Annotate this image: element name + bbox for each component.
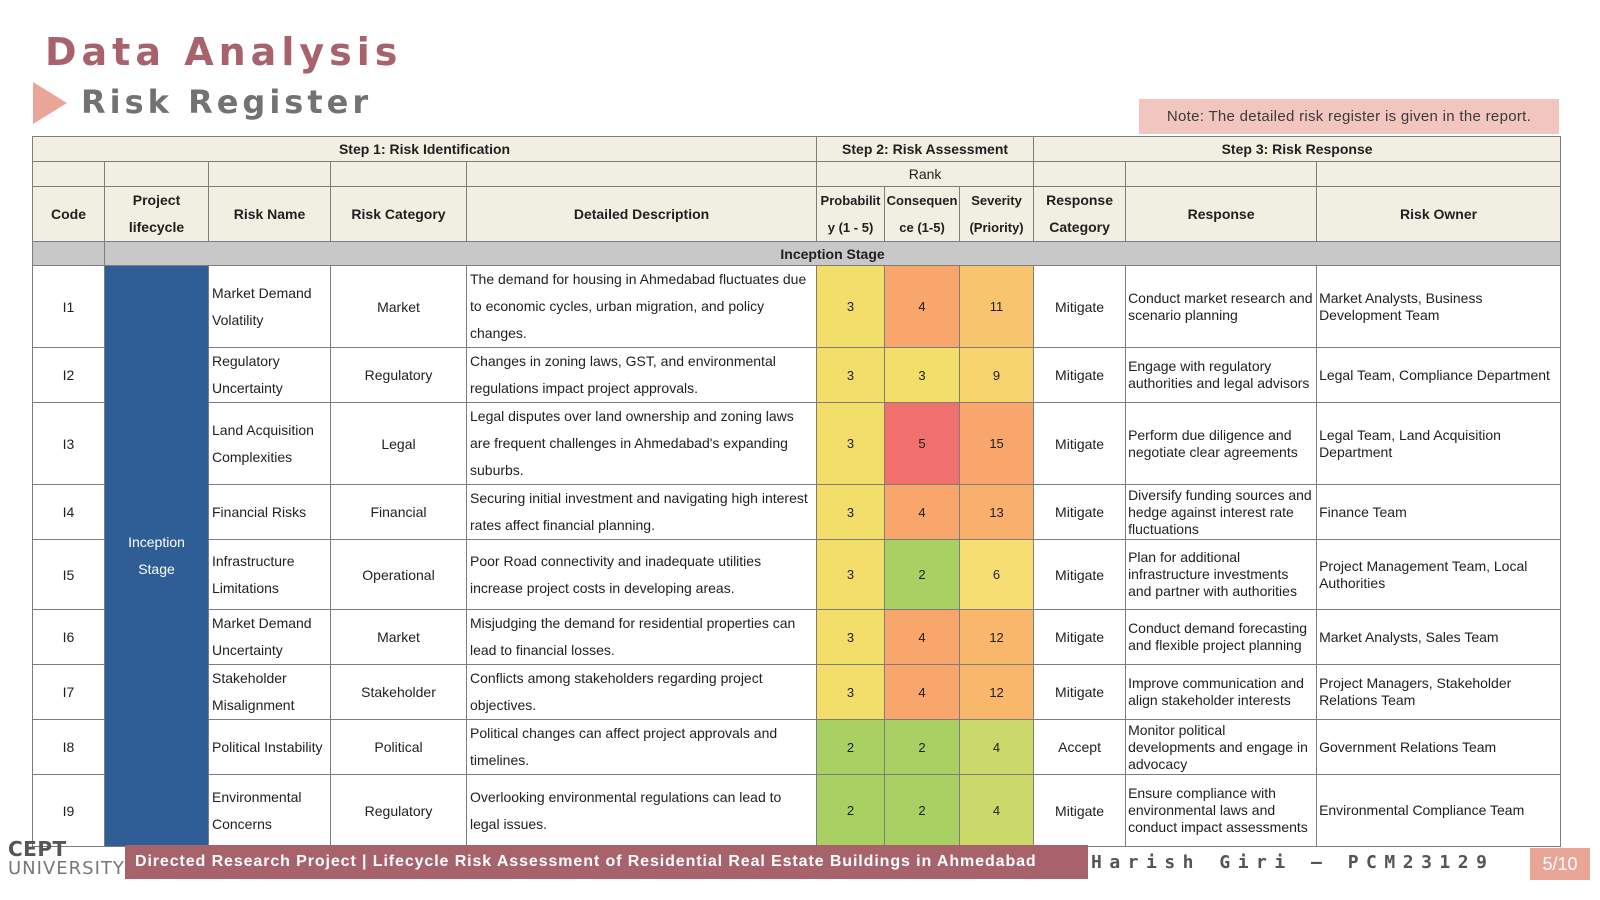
col-response: Response	[1126, 187, 1317, 242]
step2-header: Step 2: Risk Assessment	[817, 137, 1034, 162]
response-text: Plan for additional infrastructure investments and partner with authorities	[1126, 540, 1317, 610]
response-text: Monitor political developments and engage in advocacy	[1126, 720, 1317, 775]
response-category: Mitigate	[1034, 348, 1126, 403]
risk-owner: Government Relations Team	[1317, 720, 1561, 775]
page-number: 5/10	[1530, 848, 1590, 880]
col-lifecycle: Project lifecycle	[105, 187, 209, 242]
triangle-bullet-icon	[33, 82, 67, 124]
risk-name: Market Demand Volatility	[209, 266, 331, 348]
consequence-score: 4	[885, 610, 960, 665]
response-text: Conduct demand forecasting and flexible project planning	[1126, 610, 1317, 665]
risk-owner: Legal Team, Compliance Department	[1317, 348, 1561, 403]
probability-score: 3	[817, 403, 885, 485]
risk-owner: Finance Team	[1317, 485, 1561, 540]
consequence-score: 4	[885, 665, 960, 720]
risk-register-table	[32, 136, 1561, 847]
risk-description: Changes in zoning laws, GST, and environmental regulations impact project approvals.	[467, 348, 817, 403]
col-response-category: Response Category	[1034, 187, 1126, 242]
risk-owner: Project Managers, Stakeholder Relations Team	[1317, 665, 1561, 720]
risk-description: Political changes can affect project approvals and timelines.	[467, 720, 817, 775]
col-consequence: Consequence (1-5)	[885, 187, 960, 242]
consequence-score: 2	[885, 720, 960, 775]
risk-category: Regulatory	[331, 348, 467, 403]
response-text: Engage with regulatory authorities and legal advisors	[1126, 348, 1317, 403]
response-category: Mitigate	[1034, 485, 1126, 540]
table-row	[33, 485, 1561, 540]
report-note: Note: The detailed risk register is given in the report.	[1139, 99, 1559, 134]
table-row	[33, 348, 1561, 403]
response-text: Perform due diligence and negotiate clear agreements	[1126, 403, 1317, 485]
consequence-score: 2	[885, 540, 960, 610]
probability-score: 3	[817, 610, 885, 665]
risk-code: I8	[33, 720, 105, 775]
consequence-score: 5	[885, 403, 960, 485]
col-code: Code	[33, 187, 105, 242]
severity-score: 6	[960, 540, 1034, 610]
response-category: Mitigate	[1034, 403, 1126, 485]
response-category: Mitigate	[1034, 775, 1126, 847]
page-title: Data Analysis	[45, 30, 403, 74]
risk-name: Political Instability	[209, 720, 331, 775]
response-text: Conduct market research and scenario planning	[1126, 266, 1317, 348]
risk-code: I6	[33, 610, 105, 665]
risk-code: I5	[33, 540, 105, 610]
risk-owner: Project Management Team, Local Authorities	[1317, 540, 1561, 610]
probability-score: 2	[817, 720, 885, 775]
severity-score: 11	[960, 266, 1034, 348]
risk-code: I2	[33, 348, 105, 403]
response-category: Accept	[1034, 720, 1126, 775]
risk-description: Misjudging the demand for residential properties can lead to financial losses.	[467, 610, 817, 665]
severity-score: 4	[960, 720, 1034, 775]
risk-description: Overlooking environmental regulations can lead to legal issues.	[467, 775, 817, 847]
response-text: Improve communication and align stakeholder interests	[1126, 665, 1317, 720]
risk-name: Infrastructure Limitations	[209, 540, 331, 610]
risk-description: Poor Road connectivity and inadequate utilities increase project costs in developing areas.	[467, 540, 817, 610]
response-text: Ensure compliance with environmental laws and conduct impact assessments	[1126, 775, 1317, 847]
risk-owner: Market Analysts, Sales Team	[1317, 610, 1561, 665]
probability-score: 3	[817, 266, 885, 348]
risk-name: Stakeholder Misalignment	[209, 665, 331, 720]
risk-owner: Market Analysts, Business Development Team	[1317, 266, 1561, 348]
table-row	[33, 720, 1561, 775]
col-probability: Probability (1 - 5)	[817, 187, 885, 242]
col-risk-name: Risk Name	[209, 187, 331, 242]
probability-score: 2	[817, 775, 885, 847]
table-row	[33, 403, 1561, 485]
response-text: Diversify funding sources and hedge against interest rate fluctuations	[1126, 485, 1317, 540]
risk-category: Market	[331, 610, 467, 665]
risk-name: Financial Risks	[209, 485, 331, 540]
risk-description: Conflicts among stakeholders regarding project objectives.	[467, 665, 817, 720]
table-row	[33, 665, 1561, 720]
stage-header: Inception Stage	[105, 242, 1561, 266]
risk-code: I4	[33, 485, 105, 540]
severity-score: 12	[960, 665, 1034, 720]
risk-description: The demand for housing in Ahmedabad fluctuates due to economic cycles, urban migration, and policy changes.	[467, 266, 817, 348]
risk-category: Legal	[331, 403, 467, 485]
step1-header: Step 1: Risk Identification	[33, 137, 817, 162]
table-row	[33, 266, 1561, 348]
col-owner: Risk Owner	[1317, 187, 1561, 242]
step3-header: Step 3: Risk Response	[1034, 137, 1561, 162]
consequence-score: 3	[885, 348, 960, 403]
response-category: Mitigate	[1034, 610, 1126, 665]
risk-description: Securing initial investment and navigating high interest rates affect financial planning.	[467, 485, 817, 540]
severity-score: 4	[960, 775, 1034, 847]
response-category: Mitigate	[1034, 266, 1126, 348]
project-title-bar: Directed Research Project | Lifecycle Risk Assessment of Residential Real Estate Buildings in Ahmedabad	[125, 845, 1088, 879]
risk-code: I1	[33, 266, 105, 348]
severity-score: 15	[960, 403, 1034, 485]
response-category: Mitigate	[1034, 665, 1126, 720]
col-description: Detailed Description	[467, 187, 817, 242]
page-subtitle: Risk Register	[81, 83, 373, 121]
risk-category: Regulatory	[331, 775, 467, 847]
risk-name: Environmental Concerns	[209, 775, 331, 847]
risk-name: Regulatory Uncertainty	[209, 348, 331, 403]
consequence-score: 2	[885, 775, 960, 847]
table-row	[33, 540, 1561, 610]
col-risk-category: Risk Category	[331, 187, 467, 242]
severity-score: 12	[960, 610, 1034, 665]
risk-code: I3	[33, 403, 105, 485]
consequence-score: 4	[885, 485, 960, 540]
probability-score: 3	[817, 348, 885, 403]
risk-category: Operational	[331, 540, 467, 610]
risk-name: Land Acquisition Complexities	[209, 403, 331, 485]
response-category: Mitigate	[1034, 540, 1126, 610]
table-row	[33, 610, 1561, 665]
lifecycle-stage-cell: Inception Stage	[105, 266, 209, 847]
consequence-score: 4	[885, 266, 960, 348]
severity-score: 13	[960, 485, 1034, 540]
rank-header: Rank	[817, 162, 1034, 187]
probability-score: 3	[817, 540, 885, 610]
university-logo: CEPT UNIVERSITY	[8, 837, 125, 879]
risk-description: Legal disputes over land ownership and zoning laws are frequent challenges in Ahmedabad's expanding suburbs.	[467, 403, 817, 485]
risk-category: Stakeholder	[331, 665, 467, 720]
risk-category: Political	[331, 720, 467, 775]
risk-category: Market	[331, 266, 467, 348]
table-row	[33, 775, 1561, 847]
severity-score: 9	[960, 348, 1034, 403]
author-id: Harish Giri – PCM23129	[1091, 851, 1495, 873]
risk-category: Financial	[331, 485, 467, 540]
risk-owner: Legal Team, Land Acquisition Department	[1317, 403, 1561, 485]
risk-code: I9	[33, 775, 105, 847]
col-severity: Severity (Priority)	[960, 187, 1034, 242]
probability-score: 3	[817, 665, 885, 720]
probability-score: 3	[817, 485, 885, 540]
risk-owner: Environmental Compliance Team	[1317, 775, 1561, 847]
risk-name: Market Demand Uncertainty	[209, 610, 331, 665]
risk-code: I7	[33, 665, 105, 720]
